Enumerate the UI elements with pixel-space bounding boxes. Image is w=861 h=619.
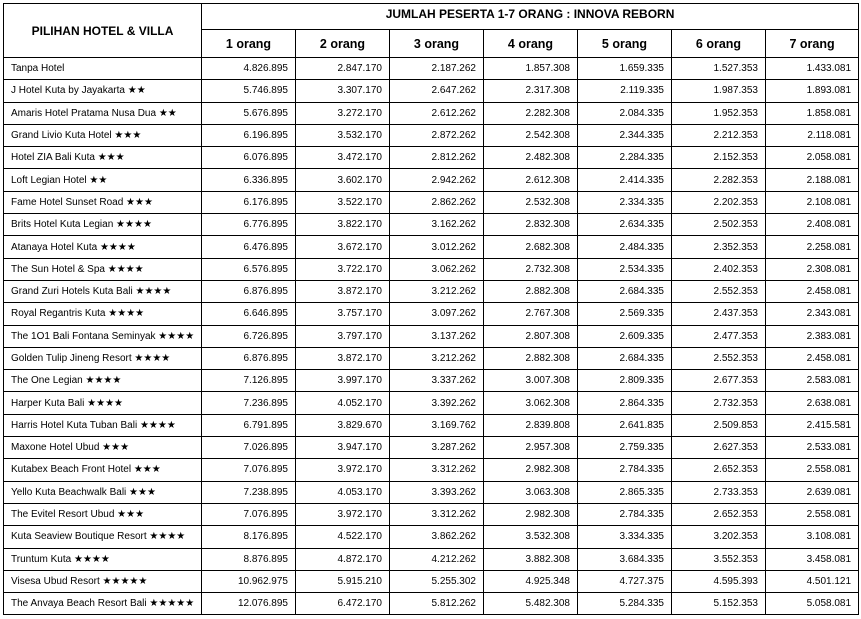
price-cell: 6.646.895 xyxy=(202,303,296,325)
price-cell: 3.672.170 xyxy=(296,236,390,258)
hotel-name-cell: Golden Tulip Jineng Resort ★★★★ xyxy=(4,347,202,369)
price-cell: 6.776.895 xyxy=(202,214,296,236)
price-cell: 2.639.081 xyxy=(766,481,859,503)
price-cell: 3.972.170 xyxy=(296,503,390,525)
price-cell: 7.076.895 xyxy=(202,459,296,481)
price-cell: 2.652.353 xyxy=(672,503,766,525)
price-cell: 3.552.353 xyxy=(672,548,766,570)
price-cell: 3.337.262 xyxy=(390,370,484,392)
price-cell: 3.007.308 xyxy=(484,370,578,392)
table-row xyxy=(4,347,859,369)
table-row xyxy=(4,214,859,236)
table-row xyxy=(4,503,859,525)
price-cell: 3.169.762 xyxy=(390,414,484,436)
price-cell: 3.797.170 xyxy=(296,325,390,347)
participants-group-header: JUMLAH PESERTA 1-7 ORANG : INNOVA REBORN xyxy=(202,4,859,30)
price-cell: 3.532.308 xyxy=(484,526,578,548)
price-cell: 6.876.895 xyxy=(202,280,296,302)
price-cell: 3.392.262 xyxy=(390,392,484,414)
table-row xyxy=(4,526,859,548)
price-cell: 5.812.262 xyxy=(390,593,484,615)
table-row xyxy=(4,481,859,503)
price-cell: 2.809.335 xyxy=(578,370,672,392)
price-cell: 3.162.262 xyxy=(390,214,484,236)
price-cell: 2.509.853 xyxy=(672,414,766,436)
price-cell: 1.952.353 xyxy=(672,102,766,124)
table-row xyxy=(4,392,859,414)
hotel-name-cell: Maxone Hotel Ubud ★★★ xyxy=(4,437,202,459)
column-header-1-orang: 1 orang xyxy=(202,30,296,58)
price-cell: 3.097.262 xyxy=(390,303,484,325)
price-cell: 5.255.302 xyxy=(390,570,484,592)
column-header-6-orang: 6 orang xyxy=(672,30,766,58)
price-cell: 3.882.308 xyxy=(484,548,578,570)
hotel-name-cell: Loft Legian Hotel ★★ xyxy=(4,169,202,191)
price-cell: 2.627.353 xyxy=(672,437,766,459)
price-cell: 2.634.335 xyxy=(578,214,672,236)
price-cell: 4.826.895 xyxy=(202,58,296,80)
price-cell: 4.727.375 xyxy=(578,570,672,592)
table-row xyxy=(4,147,859,169)
price-cell: 3.108.081 xyxy=(766,526,859,548)
hotel-name-cell: Yello Kuta Beachwalk Bali ★★★ xyxy=(4,481,202,503)
price-cell: 3.307.170 xyxy=(296,80,390,102)
price-cell: 2.647.262 xyxy=(390,80,484,102)
price-cell: 3.212.262 xyxy=(390,280,484,302)
table-row xyxy=(4,258,859,280)
price-cell: 4.925.348 xyxy=(484,570,578,592)
price-cell: 7.076.895 xyxy=(202,503,296,525)
price-cell: 3.532.170 xyxy=(296,124,390,146)
price-cell: 6.176.895 xyxy=(202,191,296,213)
price-cell: 12.076.895 xyxy=(202,593,296,615)
price-cell: 7.126.895 xyxy=(202,370,296,392)
price-cell: 2.882.308 xyxy=(484,347,578,369)
price-cell: 1.527.353 xyxy=(672,58,766,80)
price-cell: 1.858.081 xyxy=(766,102,859,124)
price-cell: 2.865.335 xyxy=(578,481,672,503)
price-cell: 5.058.081 xyxy=(766,593,859,615)
price-cell: 2.282.308 xyxy=(484,102,578,124)
price-cell: 3.684.335 xyxy=(578,548,672,570)
price-table xyxy=(3,3,859,615)
price-cell: 1.893.081 xyxy=(766,80,859,102)
table-row xyxy=(4,570,859,592)
price-cell: 2.882.308 xyxy=(484,280,578,302)
hotel-name-cell: The Evitel Resort Ubud ★★★ xyxy=(4,503,202,525)
price-cell: 2.982.308 xyxy=(484,503,578,525)
price-cell: 2.058.081 xyxy=(766,147,859,169)
price-cell: 2.343.081 xyxy=(766,303,859,325)
price-cell: 2.308.081 xyxy=(766,258,859,280)
price-cell: 3.522.170 xyxy=(296,191,390,213)
price-cell: 2.502.353 xyxy=(672,214,766,236)
price-cell: 3.862.262 xyxy=(390,526,484,548)
price-cell: 3.458.081 xyxy=(766,548,859,570)
price-cell: 2.152.353 xyxy=(672,147,766,169)
price-cell: 2.458.081 xyxy=(766,280,859,302)
price-cell: 2.558.081 xyxy=(766,459,859,481)
price-cell: 3.393.262 xyxy=(390,481,484,503)
price-cell: 2.202.353 xyxy=(672,191,766,213)
price-cell: 4.501.121 xyxy=(766,570,859,592)
price-cell: 2.334.335 xyxy=(578,191,672,213)
table-row xyxy=(4,437,859,459)
price-cell: 6.576.895 xyxy=(202,258,296,280)
price-cell: 3.829.670 xyxy=(296,414,390,436)
price-cell: 8.876.895 xyxy=(202,548,296,570)
column-header-5-orang: 5 orang xyxy=(578,30,672,58)
table-row xyxy=(4,459,859,481)
hotel-name-cell: The Anvaya Beach Resort Bali ★★★★★ xyxy=(4,593,202,615)
hotel-name-cell: Atanaya Hotel Kuta ★★★★ xyxy=(4,236,202,258)
price-cell: 2.414.335 xyxy=(578,169,672,191)
price-cell: 2.732.353 xyxy=(672,392,766,414)
price-cell: 4.053.170 xyxy=(296,481,390,503)
price-cell: 5.482.308 xyxy=(484,593,578,615)
price-cell: 2.317.308 xyxy=(484,80,578,102)
price-cell: 2.212.353 xyxy=(672,124,766,146)
table-row xyxy=(4,80,859,102)
price-cell: 2.862.262 xyxy=(390,191,484,213)
price-cell: 1.659.335 xyxy=(578,58,672,80)
price-cell: 2.638.081 xyxy=(766,392,859,414)
price-cell: 2.784.335 xyxy=(578,459,672,481)
price-cell: 4.872.170 xyxy=(296,548,390,570)
hotel-name-cell: Visesa Ubud Resort ★★★★★ xyxy=(4,570,202,592)
price-cell: 2.957.308 xyxy=(484,437,578,459)
table-row xyxy=(4,325,859,347)
price-cell: 5.152.353 xyxy=(672,593,766,615)
price-cell: 6.196.895 xyxy=(202,124,296,146)
price-cell: 3.602.170 xyxy=(296,169,390,191)
hotel-name-cell: Kutabex Beach Front Hotel ★★★ xyxy=(4,459,202,481)
price-cell: 2.408.081 xyxy=(766,214,859,236)
price-cell: 3.062.262 xyxy=(390,258,484,280)
price-cell: 2.344.335 xyxy=(578,124,672,146)
hotel-column-header: PILIHAN HOTEL & VILLA xyxy=(4,4,202,58)
hotel-name-cell: Amaris Hotel Pratama Nusa Dua ★★ xyxy=(4,102,202,124)
price-cell: 2.641.835 xyxy=(578,414,672,436)
price-cell: 2.767.308 xyxy=(484,303,578,325)
price-cell: 6.076.895 xyxy=(202,147,296,169)
price-cell: 5.284.335 xyxy=(578,593,672,615)
price-cell: 2.484.335 xyxy=(578,236,672,258)
price-cell: 2.533.081 xyxy=(766,437,859,459)
price-cell: 2.759.335 xyxy=(578,437,672,459)
price-cell: 2.188.081 xyxy=(766,169,859,191)
price-cell: 3.872.170 xyxy=(296,347,390,369)
price-cell: 7.238.895 xyxy=(202,481,296,503)
price-cell: 6.336.895 xyxy=(202,169,296,191)
price-cell: 3.757.170 xyxy=(296,303,390,325)
price-cell: 2.612.262 xyxy=(390,102,484,124)
hotel-name-cell: Tanpa Hotel xyxy=(4,58,202,80)
price-cell: 5.676.895 xyxy=(202,102,296,124)
price-cell: 2.677.353 xyxy=(672,370,766,392)
price-cell: 2.812.262 xyxy=(390,147,484,169)
price-cell: 3.334.335 xyxy=(578,526,672,548)
price-cell: 2.864.335 xyxy=(578,392,672,414)
price-cell: 2.532.308 xyxy=(484,191,578,213)
price-cell: 3.312.262 xyxy=(390,503,484,525)
price-cell: 2.583.081 xyxy=(766,370,859,392)
table-row xyxy=(4,370,859,392)
price-cell: 3.997.170 xyxy=(296,370,390,392)
price-cell: 1.857.308 xyxy=(484,58,578,80)
table-row xyxy=(4,58,859,80)
price-cell: 2.609.335 xyxy=(578,325,672,347)
column-header-2-orang: 2 orang xyxy=(296,30,390,58)
price-cell: 5.915.210 xyxy=(296,570,390,592)
table-row xyxy=(4,414,859,436)
price-cell: 3.972.170 xyxy=(296,459,390,481)
hotel-name-cell: Brits Hotel Kuta Legian ★★★★ xyxy=(4,214,202,236)
table-row xyxy=(4,169,859,191)
price-cell: 2.847.170 xyxy=(296,58,390,80)
price-cell: 2.684.335 xyxy=(578,347,672,369)
price-cell: 2.119.335 xyxy=(578,80,672,102)
price-cell: 2.872.262 xyxy=(390,124,484,146)
price-cell: 2.558.081 xyxy=(766,503,859,525)
price-cell: 6.791.895 xyxy=(202,414,296,436)
price-cell: 2.187.262 xyxy=(390,58,484,80)
price-cell: 2.477.353 xyxy=(672,325,766,347)
price-cell: 3.722.170 xyxy=(296,258,390,280)
hotel-name-cell: Fame Hotel Sunset Road ★★★ xyxy=(4,191,202,213)
table-row xyxy=(4,124,859,146)
price-cell: 2.784.335 xyxy=(578,503,672,525)
price-cell: 2.534.335 xyxy=(578,258,672,280)
price-cell: 3.272.170 xyxy=(296,102,390,124)
price-cell: 3.947.170 xyxy=(296,437,390,459)
hotel-name-cell: Grand Livio Kuta Hotel ★★★ xyxy=(4,124,202,146)
price-cell: 2.612.308 xyxy=(484,169,578,191)
table-row xyxy=(4,548,859,570)
table-row xyxy=(4,303,859,325)
table-row xyxy=(4,102,859,124)
price-cell: 1.433.081 xyxy=(766,58,859,80)
price-cell: 2.542.308 xyxy=(484,124,578,146)
price-cell: 2.437.353 xyxy=(672,303,766,325)
price-cell: 2.832.308 xyxy=(484,214,578,236)
price-cell: 3.472.170 xyxy=(296,147,390,169)
hotel-name-cell: Harris Hotel Kuta Tuban Bali ★★★★ xyxy=(4,414,202,436)
price-cell: 7.236.895 xyxy=(202,392,296,414)
price-cell: 2.682.308 xyxy=(484,236,578,258)
hotel-name-cell: Kuta Seaview Boutique Resort ★★★★ xyxy=(4,526,202,548)
price-cell: 3.312.262 xyxy=(390,459,484,481)
price-cell: 2.652.353 xyxy=(672,459,766,481)
price-cell: 3.287.262 xyxy=(390,437,484,459)
price-cell: 2.839.808 xyxy=(484,414,578,436)
hotel-name-cell: The One Legian ★★★★ xyxy=(4,370,202,392)
price-cell: 6.726.895 xyxy=(202,325,296,347)
price-cell: 2.402.353 xyxy=(672,258,766,280)
price-cell: 10.962.975 xyxy=(202,570,296,592)
price-cell: 2.684.335 xyxy=(578,280,672,302)
table-row xyxy=(4,593,859,615)
price-cell: 2.084.335 xyxy=(578,102,672,124)
price-cell: 3.012.262 xyxy=(390,236,484,258)
price-cell: 8.176.895 xyxy=(202,526,296,548)
price-cell: 5.746.895 xyxy=(202,80,296,102)
price-cell: 3.062.308 xyxy=(484,392,578,414)
table-row xyxy=(4,280,859,302)
price-cell: 2.458.081 xyxy=(766,347,859,369)
price-cell: 2.383.081 xyxy=(766,325,859,347)
price-cell: 2.807.308 xyxy=(484,325,578,347)
price-cell: 3.137.262 xyxy=(390,325,484,347)
price-cell: 2.942.262 xyxy=(390,169,484,191)
price-cell: 3.822.170 xyxy=(296,214,390,236)
hotel-name-cell: Royal Regantris Kuta ★★★★ xyxy=(4,303,202,325)
column-header-7-orang: 7 orang xyxy=(766,30,859,58)
price-cell: 6.876.895 xyxy=(202,347,296,369)
price-cell: 2.982.308 xyxy=(484,459,578,481)
hotel-name-cell: Harper Kuta Bali ★★★★ xyxy=(4,392,202,414)
price-cell: 2.258.081 xyxy=(766,236,859,258)
price-cell: 7.026.895 xyxy=(202,437,296,459)
price-cell: 3.202.353 xyxy=(672,526,766,548)
price-cell: 2.352.353 xyxy=(672,236,766,258)
price-cell: 3.872.170 xyxy=(296,280,390,302)
price-cell: 2.552.353 xyxy=(672,347,766,369)
price-cell: 2.552.353 xyxy=(672,280,766,302)
price-cell: 2.282.353 xyxy=(672,169,766,191)
price-cell: 4.052.170 xyxy=(296,392,390,414)
hotel-name-cell: J Hotel Kuta by Jayakarta ★★ xyxy=(4,80,202,102)
price-cell: 4.212.262 xyxy=(390,548,484,570)
column-header-3-orang: 3 orang xyxy=(390,30,484,58)
price-cell: 2.415.581 xyxy=(766,414,859,436)
price-cell: 2.108.081 xyxy=(766,191,859,213)
price-cell: 2.284.335 xyxy=(578,147,672,169)
price-cell: 2.569.335 xyxy=(578,303,672,325)
hotel-name-cell: Hotel ZIA Bali Kuta ★★★ xyxy=(4,147,202,169)
price-cell: 4.522.170 xyxy=(296,526,390,548)
price-cell: 6.472.170 xyxy=(296,593,390,615)
price-cell: 1.987.353 xyxy=(672,80,766,102)
price-cell: 2.732.308 xyxy=(484,258,578,280)
price-cell: 4.595.393 xyxy=(672,570,766,592)
price-cell: 6.476.895 xyxy=(202,236,296,258)
table-row xyxy=(4,236,859,258)
price-cell: 3.063.308 xyxy=(484,481,578,503)
price-cell: 3.212.262 xyxy=(390,347,484,369)
hotel-name-cell: Truntum Kuta ★★★★ xyxy=(4,548,202,570)
table-row xyxy=(4,191,859,213)
price-cell: 2.118.081 xyxy=(766,124,859,146)
hotel-name-cell: The 1O1 Bali Fontana Seminyak ★★★★ xyxy=(4,325,202,347)
price-cell: 2.733.353 xyxy=(672,481,766,503)
column-header-4-orang: 4 orang xyxy=(484,30,578,58)
hotel-name-cell: The Sun Hotel & Spa ★★★★ xyxy=(4,258,202,280)
hotel-name-cell: Grand Zuri Hotels Kuta Bali ★★★★ xyxy=(4,280,202,302)
price-cell: 2.482.308 xyxy=(484,147,578,169)
